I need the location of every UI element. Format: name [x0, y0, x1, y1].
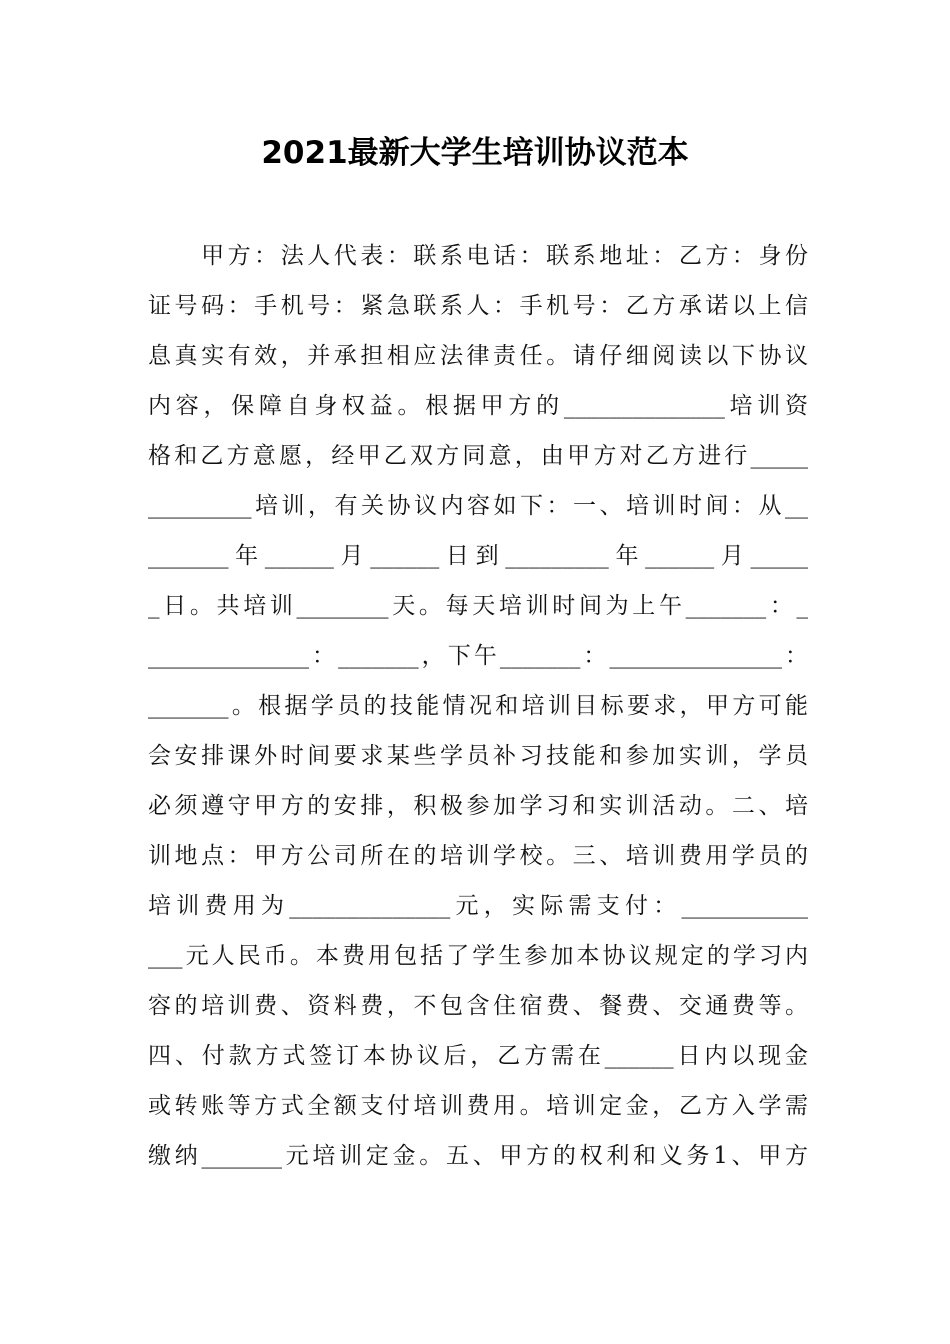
body-line-15: ___元人民币。本费用包括了学生参加本协议规定的学习内	[148, 943, 808, 969]
body-line-12: 必须遵守甲方的安排，积极参加学习和实训活动。二、培	[148, 793, 808, 819]
document-body	[148, 231, 808, 1181]
document-title: 2021最新大学生培训协议范本	[261, 135, 689, 171]
body-line-19: 缴纳_______元培训定金。五、甲方的权利和义务1、甲方	[148, 1143, 808, 1169]
body-line-5: 格和乙方意愿，经甲乙双方同意，由甲方对乙方进行_____	[148, 443, 808, 469]
body-line-17: 四、付款方式签订本协议后，乙方需在______日内以现金	[148, 1043, 808, 1069]
body-line-9: ______________：_______，下午_______：_______________：	[148, 643, 808, 669]
body-line-7: _______年______月______日到_________年______月_____	[148, 543, 808, 569]
body-line-2: 证号码：手机号：紧急联系人：手机号：乙方承诺以上信	[148, 293, 808, 319]
body-line-4: 内容，保障自身权益。根据甲方的______________培训资	[148, 393, 808, 419]
body-line-10: _______。根据学员的技能情况和培训目标要求，甲方可能	[148, 693, 808, 719]
body-line-1: 甲方：法人代表：联系电话：联系地址：乙方：身份	[148, 243, 808, 269]
body-line-8: _日。共培训________天。每天培训时间为上午_______：_	[148, 593, 808, 619]
body-line-14: 培训费用为______________元，实际需支付：___________	[148, 893, 808, 919]
body-line-13: 训地点：甲方公司所在的培训学校。三、培训费用学员的	[148, 843, 808, 869]
body-line-18: 或转账等方式全额支付培训费用。培训定金，乙方入学需	[148, 1093, 808, 1119]
body-line-3: 息真实有效，并承担相应法律责任。请仔细阅读以下协议	[148, 343, 808, 369]
body-line-6: _________培训，有关协议内容如下：一、培训时间：从__	[148, 493, 808, 519]
body-line-11: 会安排课外时间要求某些学员补习技能和参加实训，学员	[148, 743, 808, 769]
body-line-16: 容的培训费、资料费，不包含住宿费、餐费、交通费等。	[148, 993, 808, 1019]
